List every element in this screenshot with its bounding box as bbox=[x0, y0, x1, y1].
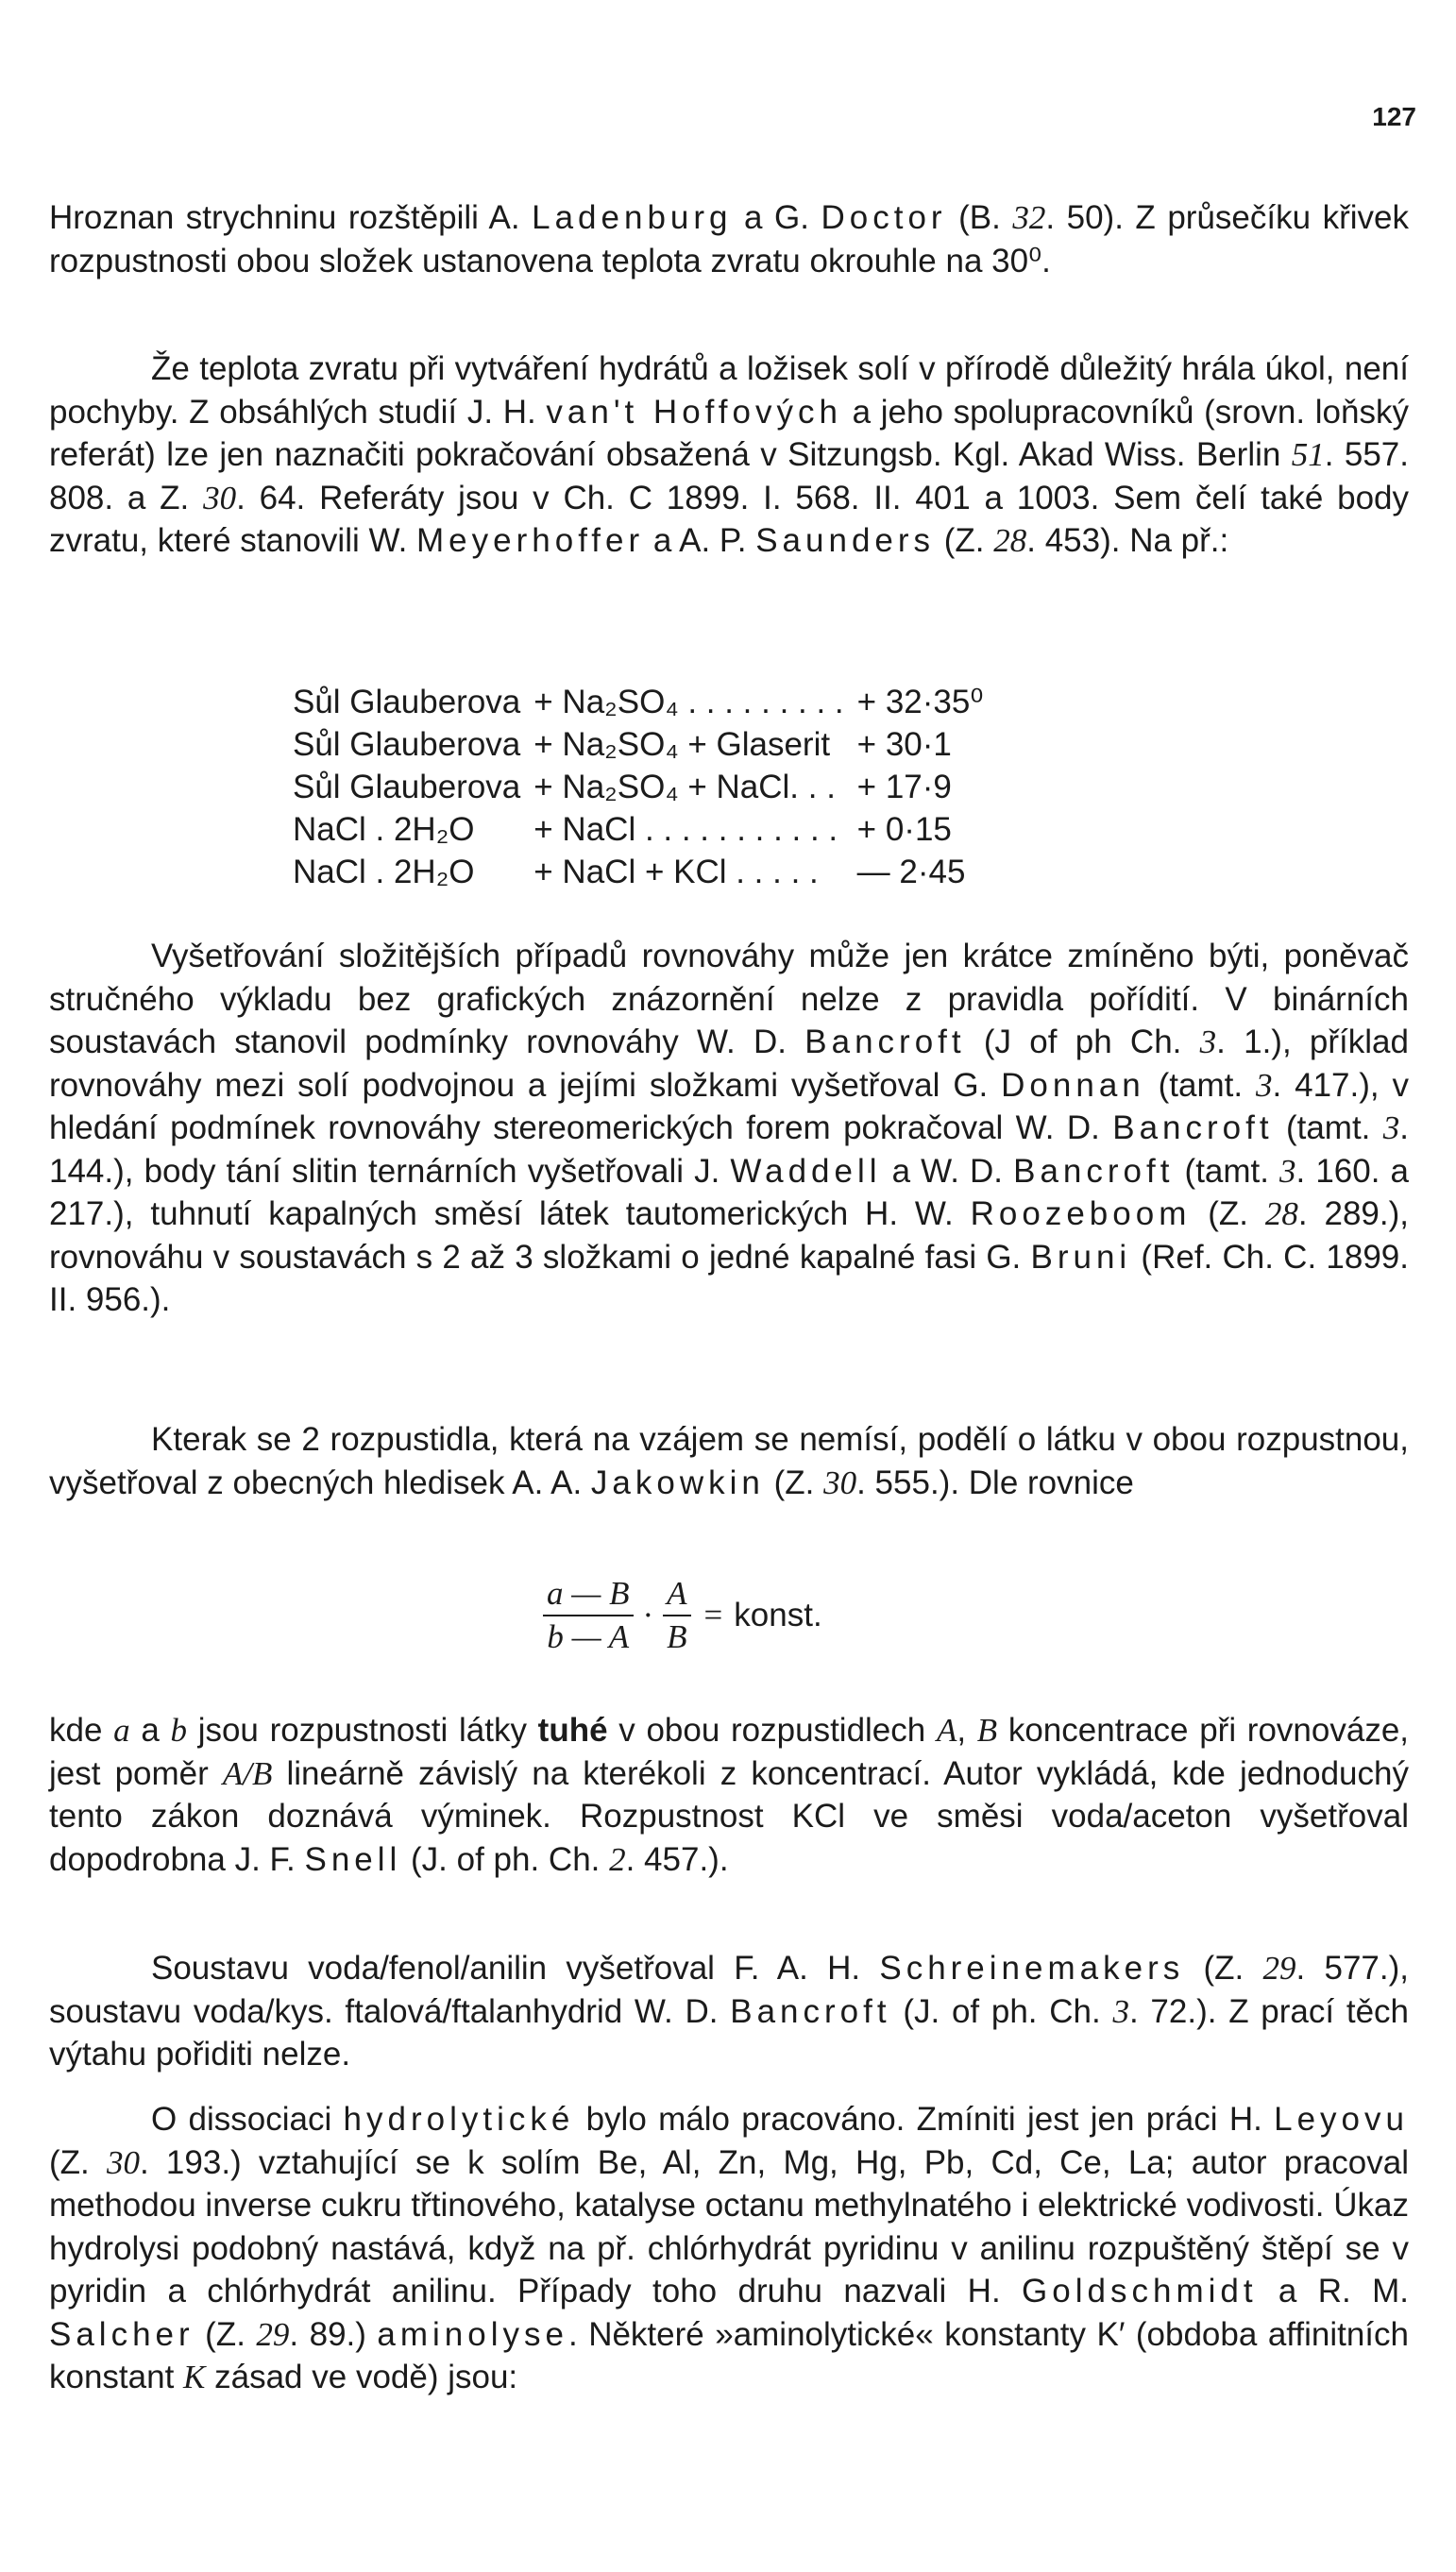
phase-cell: + Na₂SO₄ + NaCl. . . bbox=[533, 769, 836, 805]
distribution-equation: $\frac{a — B}{b — A}$ · $\frac{A}{B}$ = konst. bbox=[543, 1575, 822, 1656]
table-row bbox=[293, 769, 983, 811]
salt-cell: NaCl . 2H₂O bbox=[293, 854, 475, 890]
paragraph-teplota-zvratu: Že teplota zvratu při vytváření hydrátů a ložisek solí v přírodě důležitý hrála úkol, není pochyby. Z obsáhlých studií J. H. van't Hoffových a jeho spolupracovníků (srovn. loňský referát) lze jen naznačiti pokračování obsažená v Sitzungsb. Kgl. Akad Wiss. Berlin 51. 557. 808. a Z. 30. 64. Referáty jsou v Ch. C 1899. I. 568. II. 401 a 1003. Sem čelí také body zvratu, které stanovili W. Meyerhoffer a A. P. Saunders (Z. 28. 453). Na př.: bbox=[49, 350, 1409, 559]
author-name: Goldschmidt bbox=[1022, 2273, 1258, 2310]
author-name: Schreinemakers bbox=[879, 1950, 1185, 1987]
table-row bbox=[293, 726, 983, 769]
transition-temperature-table bbox=[293, 684, 983, 896]
phase-cell: + Na₂SO₄ + Glaserit bbox=[533, 726, 831, 763]
table-row bbox=[293, 684, 983, 726]
salt-cell: Sůl Glauberova bbox=[293, 726, 521, 763]
salt-cell: Sůl Glauberova bbox=[293, 684, 521, 720]
fraction: $\frac{a — B}{b — A}$ bbox=[543, 1575, 634, 1656]
author-name: Jakowkin bbox=[590, 1464, 765, 1501]
temperature-cell: — 2·45 bbox=[856, 854, 966, 890]
author-name: Salcher bbox=[49, 2315, 195, 2353]
paragraph-rozpustidla: Kterak se 2 rozpustidla, která na vzájem se nemísí, podělí o látku v obou rozpustnou, vyšetřoval z obecných hledisek A. A. Jakowkin (Z. 30. 555.). Dle rovnice bbox=[49, 1421, 1409, 1501]
author-name: Doctor bbox=[821, 199, 947, 236]
author-name: Ladenburg bbox=[532, 199, 733, 236]
table-row bbox=[293, 854, 983, 896]
author-name: Meyerhoffer bbox=[416, 522, 645, 559]
author-name: van't Hoffových bbox=[546, 393, 842, 431]
temperature-cell: + 0·15 bbox=[856, 811, 952, 848]
author-name: Saunders bbox=[755, 522, 936, 559]
temperature-cell: + 32·35⁰ bbox=[856, 684, 984, 720]
phase-cell: + NaCl + KCl . . . . . bbox=[533, 854, 819, 890]
author-name: Waddell bbox=[730, 1152, 882, 1190]
fraction: $\frac{A}{B}$ bbox=[663, 1575, 690, 1656]
author-name: Donnan bbox=[1001, 1066, 1145, 1104]
author-name: Bancroft bbox=[1013, 1152, 1175, 1190]
author-name: Bancroft bbox=[1112, 1109, 1274, 1146]
author-name: Snell bbox=[304, 1840, 402, 1878]
temperature-cell: + 17·9 bbox=[856, 769, 952, 805]
author-name: Leyovu bbox=[1274, 2101, 1409, 2138]
author-name: Bancroft bbox=[730, 1992, 891, 2030]
salt-cell: NaCl . 2H₂O bbox=[293, 811, 475, 848]
paragraph-soustavu: Soustavu voda/fenol/anilin vyšetřoval F. A. H. Schreinemakers (Z. 29. 577.), soustavu voda/kys. ftalová/ftalanhydrid W. D. Bancroft (J. of ph. Ch. 3. 72.). Z prací těch výtahu pořiditi nelze. bbox=[49, 1950, 1410, 2073]
page-number: 127 bbox=[1372, 102, 1416, 131]
author-name: Bruni bbox=[1030, 1238, 1132, 1276]
author-name: Bancroft bbox=[804, 1024, 966, 1060]
paragraph-rozpustnosti: kde a a b jsou rozpustnosti látky tuhé v obou rozpustidlech A, B koncentrace při rovnováze, jest poměr A/B lineárně závislý na kterékoli z koncentrací. Autor vykládá, kde jednoduchý tento zákon doznává výminek. Rozpustnost KCl ve směsi voda/aceton vyšetřoval dopodrobna J. F. Snell (J. of ph. Ch. 2. 457.). bbox=[49, 1712, 1410, 1878]
author-name: Roozeboom bbox=[970, 1195, 1192, 1232]
paragraph-hroznan-strychninu: Hroznan strychninu rozštěpili A. Ladenburg a G. Doctor (B. 32. 50). Z průsečíku křivek rozpustnosti obou složek ustanovena teplota zvratu okrouhle na 30⁰. bbox=[49, 199, 1409, 279]
paragraph-slozitejsi-pripady: Vyšetřování složitějších případů rovnováhy může jen krátce zmíněno býti, poněvač stručného výkladu bez grafických znázornění nelze z pravidla pořídití. V binárních soustavách stanovil podmínky rovnováhy W. D. Bancroft (J of ph Ch. 3. 1.), příklad rovnováhy mezi solí podvojnou a jejími složkami vyšetřoval G. Donnan (tamt. 3. 417.), v hledání podmínek rovnováhy stereomerických forem pokračoval W. D. Bancroft (tamt. 3. 144.), body tání slitin ternárních vyšetřovali J. Waddell a W. D. Bancroft (tamt. 3. 160. a 217.), tuhnutí kapalných směsí látek tautomerických H. W. Roozeboom (Z. 28. 289.), rovnováhu v soustavách s 2 až 3 složkami o jedné kapalné fasi G. Bruni (Ref. Ch. C. 1899. II. 956.). bbox=[49, 938, 1410, 1318]
phase-cell: + NaCl . . . . . . . . . . . bbox=[533, 811, 838, 848]
salt-cell: Sůl Glauberova bbox=[293, 769, 521, 805]
temperature-cell: + 30·1 bbox=[856, 726, 952, 763]
phase-cell: + Na₂SO₄ . . . . . . . . . bbox=[533, 684, 844, 720]
paragraph-dissociace: O dissociaci hydrolytické bylo málo pracováno. Zmíniti jest jen práci H. Leyovu (Z. 30. 193.) vztahující se k solím Be, Al, Zn, Mg, Hg, Pb, Cd, Ce, La; autor pracoval methodou inverse cukru třtinového, katalyse octanu methylnatého i elektrické vodivosti. Úkaz hydrolysi podobný nastává, když na př. chlórhydrát pyridinu v anilinu rozpuštěný štěpí se v pyridin a chlórhydrát anilinu. Případy toho druhu nazvali H. Goldschmidt a R. M. Salcher (Z. 29. 89.) aminolyse. Některé »aminolytické« konstanty K′ (obdoba affinitních konstant K zásad ve vodě) jsou: bbox=[49, 2101, 1409, 2395]
table-row bbox=[293, 811, 983, 854]
